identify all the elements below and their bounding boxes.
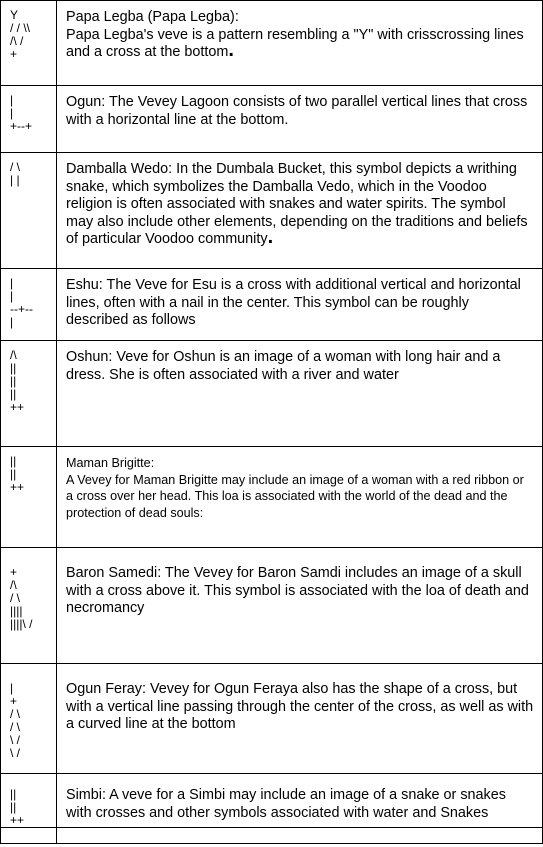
veve-ascii-art: | | --+-- | (1, 269, 57, 341)
veve-text: Baron Samedi: The Vevey for Baron Samdi includes an image of a skull with a cross above it. This symbol is associated with the loa of death and necromancy (66, 565, 529, 616)
veve-description (57, 828, 543, 844)
veve-title: Papa Legba (Papa Legba): (66, 9, 239, 25)
veve-text: Ogun: The Vevey Lagoon consists of two parallel vertical lines that cross with a horizontal line at the bottom. (66, 94, 528, 128)
table-row (1, 153, 543, 269)
table-row (1, 664, 543, 774)
veve-ascii-art (1, 828, 57, 844)
veve-ascii-art: / \ | | (1, 153, 57, 269)
veve-text: Oshun: Veve for Oshun is an image of a woman with long hair and a dress. She is often associated with a river and water (66, 349, 501, 383)
veve-title: Maman Brigitte: (66, 456, 155, 470)
veve-description (57, 774, 543, 828)
table-row (1, 447, 543, 548)
veve-description (57, 341, 543, 447)
veve-text: A Vevey for Maman Brigitte may include an image of a woman with a red ribbon or a cross over her head. This loa is associated with the world of the dead and the protection of dead souls: (66, 472, 524, 520)
table-row (1, 774, 543, 828)
veve-description (57, 269, 543, 341)
veve-text: Damballa Wedo: In the Dumbala Bucket, this symbol depicts a writhing snake, which symbolizes the Damballa Vedo, which in the Voodoo religion is often associated with snakes and water spirits. The symbol may also include other elements, depending on the traditions and beliefs of particular Voodoo community (66, 161, 528, 247)
veve-text-end: . (228, 39, 234, 61)
veve-ascii-art: Y / / \\ /\ / + (1, 1, 57, 86)
veve-ascii-art: /\ || || || ++ (1, 341, 57, 447)
veve-ascii-art: || || ++ (1, 774, 57, 828)
veve-description (57, 86, 543, 153)
table-row (1, 269, 543, 341)
veve-text-end: . (267, 226, 274, 248)
veve-ascii-art: | + / \ / \ \ / \ / (1, 664, 57, 774)
table-row (1, 1, 543, 86)
veve-ascii-art: | | +--+ (1, 86, 57, 153)
table-row (1, 86, 543, 153)
table-row (1, 548, 543, 664)
table-row (1, 828, 543, 844)
veve-ascii-art: || || ++ (1, 447, 57, 548)
veve-description (57, 664, 543, 774)
veve-text: Ogun Feray: Vevey for Ogun Feraya also has the shape of a cross, but with a vertical line passing through the center of the cross, as well as with a curved line at the bottom (66, 681, 534, 732)
veve-text: Eshu: The Veve for Esu is a cross with additional vertical and horizontal lines, often with a nail in the center. This symbol can be roughly described as follows (66, 277, 521, 328)
veve-description (57, 153, 543, 269)
veve-ascii-art: + /\ / \ |||| ||||\ / (1, 548, 57, 664)
veve-description (57, 548, 543, 664)
veve-text: Papa Legba's veve is a pattern resembling a "Y" with crisscrossing lines and a cross at the bottom (66, 26, 524, 60)
veve-description (57, 1, 543, 86)
veve-description (57, 447, 543, 548)
table-row (1, 341, 543, 447)
veve-text: Simbi: A veve for a Simbi may include an image of a snake or snakes with crosses and other symbols associated with water and Snakes (66, 787, 506, 821)
